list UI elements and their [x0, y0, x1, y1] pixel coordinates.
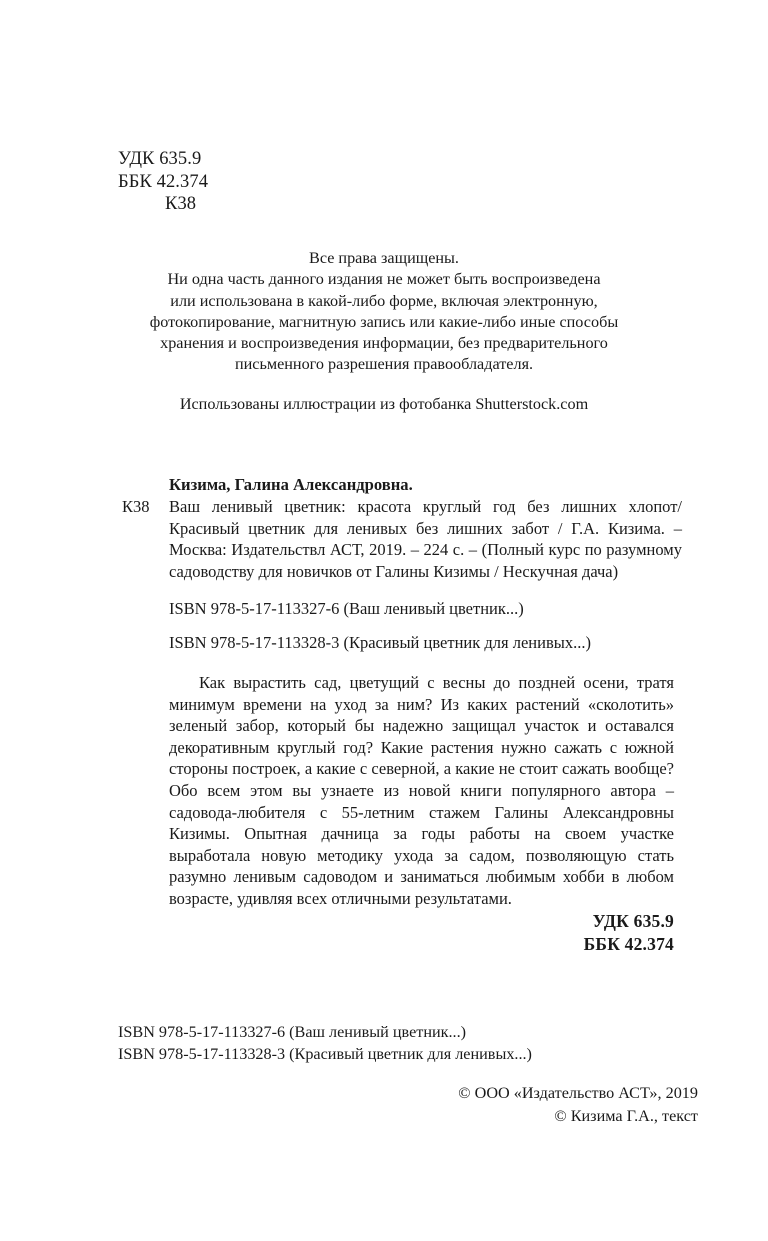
- rights-line-2: Ни одна часть данного издания не может быть воспроизведена: [167, 270, 601, 289]
- catalog-record-body: [122, 496, 682, 582]
- rights-line-1: Все права защищены.: [309, 249, 459, 267]
- udc-code-top: УДК 635.9: [118, 149, 202, 169]
- bbc-code-top: ББК 42.374: [118, 171, 209, 192]
- udc-code-bottom: УДК 635.9: [592, 911, 674, 931]
- illustration-credit: Использованы иллюстрации из фотобанка Shutterstock.com: [179, 395, 589, 413]
- isbn-record-first: ISBN 978-5-17-113327-6 (Ваш ленивый цветник...): [169, 599, 524, 618]
- copyright-author: © Кизима Г.А., текст: [554, 1106, 698, 1125]
- author-sign-top: К38: [165, 194, 197, 214]
- annotation-text: Как вырастить сад, цветущий с весны до поздней осени, тратя минимум времени на уход за ним? Из каких растений «сколотить» зеленый забор, который бы надежно защищал участок и оставался декоративным круглый год? Какие растения нужно сажать с южной стороны построек, а какие с северной, а какие не стоит сажать вообще? Обо всем этом вы узнаете из новой книги популярного автора – садовода-любителя с 55-летним стажем Галины Александровны Кизимы. Опытная дачница за годы работы на своем участке выработала новую методику ухода за садом, позволяющую стать разумно ленивым садоводом и заниматься любимым хобби в любом возрасте, удивляя всех отличными результатами.: [169, 673, 674, 908]
- rights-line-4: фотокопирование, магнитную запись или какие-либо иные способы: [149, 312, 619, 331]
- catalog-description: Ваш ленивый цветник: красота круглый год без лишних хлопот/ Красивый цветник для ленивых без лишних забот / Г.А. Кизима. – Москва: Издательствл АСТ, 2019. – 224 с. – (Полный курс по разумному садоводству для новичков от Галины Кизимы / Нескучная дача): [169, 497, 682, 581]
- catalog-author-heading: Кизима, Галина Александровна.: [169, 475, 413, 494]
- rights-line-3: или использована в какой-либо форме, включая электронную,: [170, 291, 598, 310]
- isbn-record-second: ISBN 978-5-17-113328-3 (Красивый цветник для ленивых...): [169, 633, 591, 652]
- rights-notice: [96, 248, 672, 376]
- isbn-bottom-first: ISBN 978-5-17-113327-6 (Ваш ленивый цветник...): [118, 1023, 467, 1041]
- classification-block-bottom: [400, 910, 674, 956]
- rights-line-6: письменного разрешения правообладателя.: [234, 355, 534, 374]
- isbn-bottom-second: ISBN 978-5-17-113328-3 (Красивый цветник для ленивых...): [118, 1045, 532, 1063]
- copyright-block: [360, 1082, 698, 1127]
- bbc-code-bottom: ББК 42.374: [583, 934, 674, 954]
- copyright-publisher: © ООО «Издательство АСТ», 2019: [458, 1084, 698, 1102]
- classification-block-top: [118, 148, 208, 216]
- isbn-record-block: [169, 598, 591, 653]
- catalog-shelf-mark: К38: [122, 497, 150, 516]
- isbn-bottom-block: [118, 1021, 532, 1065]
- catalog-record: [122, 474, 682, 582]
- rights-line-5: хранения и воспроизведения информации, без предварительного: [160, 334, 608, 353]
